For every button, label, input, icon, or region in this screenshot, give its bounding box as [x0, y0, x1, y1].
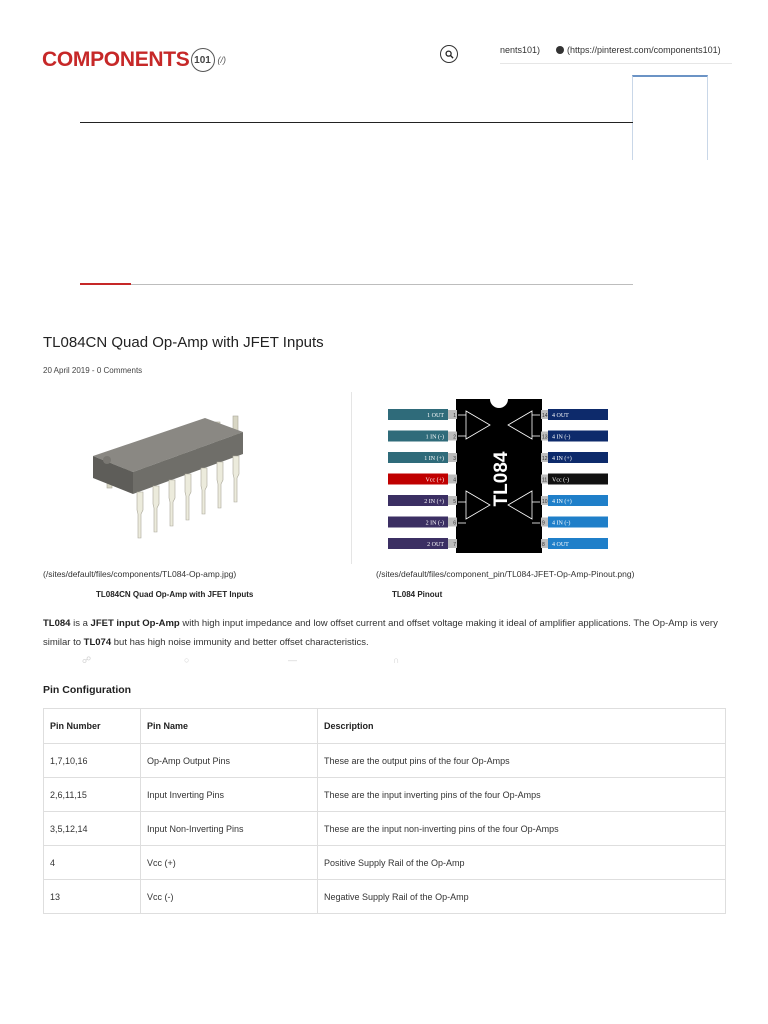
table-row	[44, 812, 726, 846]
pin-label: 1 OUT	[427, 413, 444, 419]
para-text-3: but has high noise immunity and better offset characteristics.	[111, 637, 369, 648]
pin-label: 1 IN (+)	[424, 456, 444, 462]
column-header: Description	[318, 709, 726, 744]
pin-label: 4 IN (+)	[552, 499, 572, 505]
search-button[interactable]	[440, 45, 458, 63]
nav-divider	[80, 122, 633, 123]
chip-label: TL084	[491, 451, 512, 507]
search-icon	[445, 50, 454, 59]
pin-label: Vcc (-)	[552, 477, 570, 484]
pin-name-cell: Input Inverting Pins	[141, 778, 318, 812]
intro-paragraph	[43, 614, 733, 652]
column-header: Pin Name	[141, 709, 318, 744]
logo-link[interactable]: (/)	[217, 55, 227, 65]
image-caption-2: TL084 Pinout	[392, 590, 443, 599]
side-panel	[632, 75, 708, 160]
description-cell: These are the output pins of the four Op-Amps	[318, 744, 726, 778]
pin-number: 11	[542, 477, 548, 484]
image-path-1[interactable]: (/sites/default/files/components/TL084-Op-amp.jpg)	[43, 569, 237, 579]
pinterest-icon	[556, 46, 564, 54]
pin-number: 6	[453, 520, 456, 527]
pin-config-heading: Pin Configuration	[43, 684, 132, 696]
image-caption-1: TL084CN Quad Op-Amp with JFET Inputs	[96, 590, 254, 599]
pin-name-cell: Input Non-Inverting Pins	[141, 812, 318, 846]
pin-number: 7	[453, 542, 456, 548]
para-text-1: is a	[70, 618, 91, 629]
description-cell: Negative Supply Rail of the Op-Amp	[318, 880, 726, 914]
pin-number: 9	[542, 520, 545, 527]
pin-label: 1 IN (-)	[425, 434, 444, 441]
pinterest-link[interactable]: (https://pinterest.com/components101)	[567, 45, 721, 55]
pin-name-cell: Op-Amp Output Pins	[141, 744, 318, 778]
table-row	[44, 778, 726, 812]
image-divider	[351, 392, 352, 564]
part-name: TL084	[43, 618, 71, 629]
pin-number-cell: 1,7,10,16	[44, 744, 141, 778]
pin-name-cell: Vcc (-)	[141, 880, 318, 914]
image-path-2[interactable]: (/sites/default/files/component_pin/TL084-JFET-Op-Amp-Pinout.png)	[376, 569, 635, 579]
table-row	[44, 880, 726, 914]
description-cell: Positive Supply Rail of the Op-Amp	[318, 846, 726, 880]
pin-number: 2	[453, 434, 456, 441]
pin-number: 5	[453, 499, 456, 505]
pinout-diagram[interactable]	[386, 395, 614, 557]
pin-number-cell: 2,6,11,15	[44, 778, 141, 812]
share-icon-2[interactable]: ○	[184, 655, 190, 665]
jfet-term: JFET input Op-Amp	[90, 618, 180, 629]
share-icon-1[interactable]: ☍	[82, 655, 92, 665]
logo-text: COMPONENTS	[42, 48, 190, 71]
pin-number: 1	[453, 413, 456, 419]
pin-label: 4 OUT	[552, 413, 569, 419]
pin-number: 12	[542, 456, 548, 462]
section-divider	[80, 284, 633, 285]
pin-number: 3	[453, 456, 456, 462]
table-header-row	[44, 709, 726, 744]
pin-label: 2 OUT	[427, 542, 444, 548]
site-logo[interactable]	[42, 48, 226, 72]
section-divider-accent	[80, 283, 131, 285]
pin-label: 4 OUT	[552, 542, 569, 548]
social-link-truncated[interactable]: nents101)	[500, 45, 541, 55]
pin-number: 8	[542, 542, 545, 548]
description-cell: These are the input non-inverting pins of the four Op-Amps	[318, 812, 726, 846]
pin-label: 2 IN (+)	[424, 499, 444, 505]
post-meta: 20 April 2019 - 0 Comments	[43, 366, 143, 375]
pin-number: 14	[542, 413, 548, 419]
pin-label: 4 IN (+)	[552, 456, 572, 462]
page-title: TL084CN Quad Op-Amp with JFET Inputs	[43, 334, 324, 351]
description-cell: These are the input inverting pins of the four Op-Amps	[318, 778, 726, 812]
share-icon-4[interactable]: ∩	[393, 655, 400, 665]
share-icon-3[interactable]: —	[288, 655, 297, 665]
logo-badge: 101	[191, 48, 215, 72]
pin-label: 4 IN (-)	[552, 434, 571, 441]
pin-label: Vcc (+)	[425, 477, 444, 484]
table-row	[44, 846, 726, 880]
table-row	[44, 744, 726, 778]
pin-number: 13	[542, 434, 548, 441]
related-part: TL074	[83, 637, 112, 648]
pin-label: 2 IN (-)	[425, 520, 444, 527]
pin-number: 10	[542, 499, 548, 505]
pin-name-cell: Vcc (+)	[141, 846, 318, 880]
para-text-2: with high input impedance and low offset current and offset voltage making it ideal of amplifier applications. The Op-Amp is very similar to	[43, 618, 718, 648]
social-links	[500, 45, 740, 55]
pin-number: 4	[453, 477, 456, 484]
pin-label: 4 IN (-)	[552, 520, 571, 527]
pin-number-cell: 4	[44, 846, 141, 880]
pin-config-table	[43, 708, 726, 914]
header-divider	[500, 63, 732, 64]
pin-number-cell: 3,5,12,14	[44, 812, 141, 846]
chip-image[interactable]	[85, 398, 265, 558]
pin-number-cell: 13	[44, 880, 141, 914]
column-header: Pin Number	[44, 709, 141, 744]
